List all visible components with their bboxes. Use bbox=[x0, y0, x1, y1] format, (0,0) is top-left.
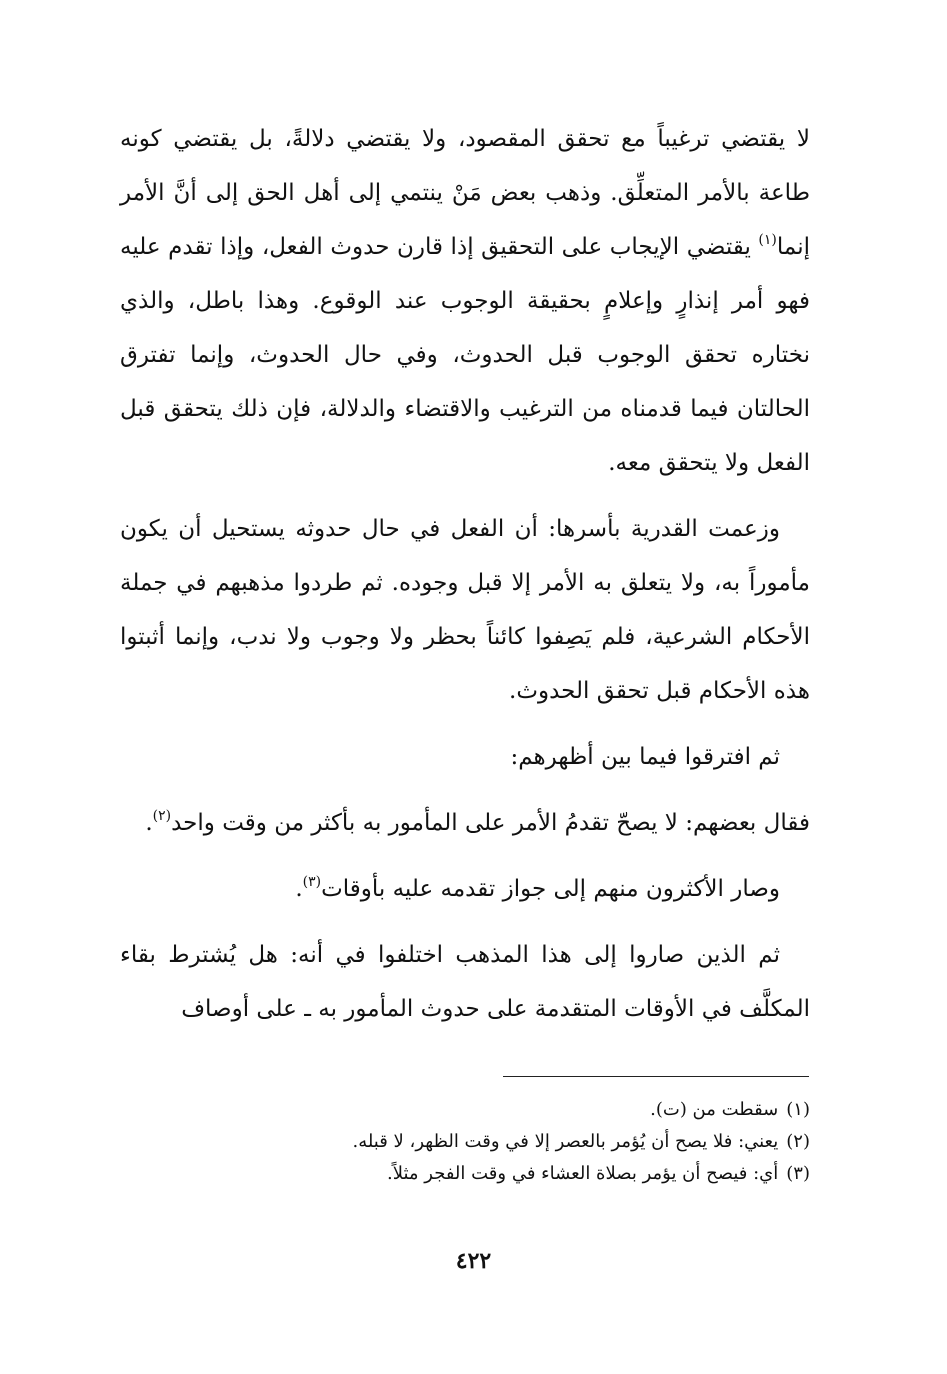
footnote-3 bbox=[120, 1158, 810, 1190]
footnote-ref-1[interactable]: (١) bbox=[758, 232, 777, 248]
footnote-ref-2[interactable]: (٢) bbox=[152, 808, 172, 824]
footnote-ref-3[interactable]: (٣) bbox=[302, 874, 322, 890]
paragraph-text: يقتضي الإيجاب على التحقيق إذا قارن حدوث الفعل، وإذا تقدم عليه فهو أمر إنذارٍ وإعلامٍ بحقيقة الوجوب عند الوقوع. وهذا باطل، والذي نختاره تحقق الوجوب قبل الحدوث، وفي حال الحدوث، وإنما تفترق الحالتان فيما قدمناه من الترغيب والاقتضاء والدلالة، فإن ذلك يتحقق قبل الفعل ولا يتحقق معه. bbox=[120, 234, 810, 476]
footnote-divider bbox=[503, 1076, 809, 1077]
paragraph-text: ثم افترقوا فيما بين أظهرهم: bbox=[510, 744, 780, 770]
footnote-text: أي: فيصح أن يؤمر بصلاة العشاء في وقت الفجر مثلاً. bbox=[387, 1163, 779, 1184]
paragraph-4 bbox=[120, 796, 810, 850]
footnote-number: (١) bbox=[786, 1099, 810, 1120]
paragraph-text: ثم الذين صاروا إلى هذا المذهب اختلفوا في أنه: هل يُشترط بقاء المكلَّف في الأوقات المتقدمة على حدوث المأمور به ـ على أوصاف bbox=[120, 942, 810, 1022]
paragraph-text: لا يقتضي ترغيباً مع تحقق المقصود، ولا يقتضي دلالةً، بل يقتضي كونه طاعة بالأمر المتعلِّق. وذهب بعض مَنْ ينتمي إلى أهل الحق إلى أنَّ الأمر إنما bbox=[120, 126, 810, 260]
paragraph-5 bbox=[120, 862, 810, 916]
footnote-text: يعني: فلا يصح أن يُؤمر بالعصر إلا في وقت الظهر، لا قبله. bbox=[352, 1131, 779, 1152]
paragraph-6 bbox=[120, 928, 810, 1036]
footnote-1 bbox=[120, 1094, 810, 1126]
footnote-number: (٢) bbox=[786, 1131, 810, 1152]
main-text bbox=[120, 112, 810, 1036]
paragraph-text: فقال بعضهم: لا يصحّ تقدمُ الأمر على المأمور به بأكثر من وقت واحد bbox=[171, 810, 810, 836]
paragraph-text: . bbox=[295, 876, 303, 902]
paragraph-3 bbox=[120, 730, 810, 784]
footnote-number: (٣) bbox=[786, 1163, 810, 1184]
paragraph-text: . bbox=[145, 810, 153, 836]
paragraph-1 bbox=[120, 112, 810, 490]
paragraph-text: وزعمت القدرية بأسرها: أن الفعل في حال حدوثه يستحيل أن يكون مأموراً به، ولا يتعلق به الأمر إلا قبل وجوده. ثم طردوا مذهبهم في جملة الأحكام الشرعية، فلم يَصِفوا كائناً بحظر ولا وجوب ولا ندب، وإنما أثبتوا هذه الأحكام قبل تحقق الحدوث. bbox=[120, 516, 810, 704]
paragraph-2 bbox=[120, 502, 810, 718]
footnotes bbox=[120, 1094, 810, 1190]
page-number: ٤٢٢ bbox=[455, 1248, 492, 1274]
paragraph-text: وصار الأكثرون منهم إلى جواز تقدمه عليه بأوقات bbox=[321, 876, 780, 902]
footnote-text: سقطت من (ت). bbox=[650, 1099, 779, 1120]
footnote-2 bbox=[120, 1126, 810, 1158]
